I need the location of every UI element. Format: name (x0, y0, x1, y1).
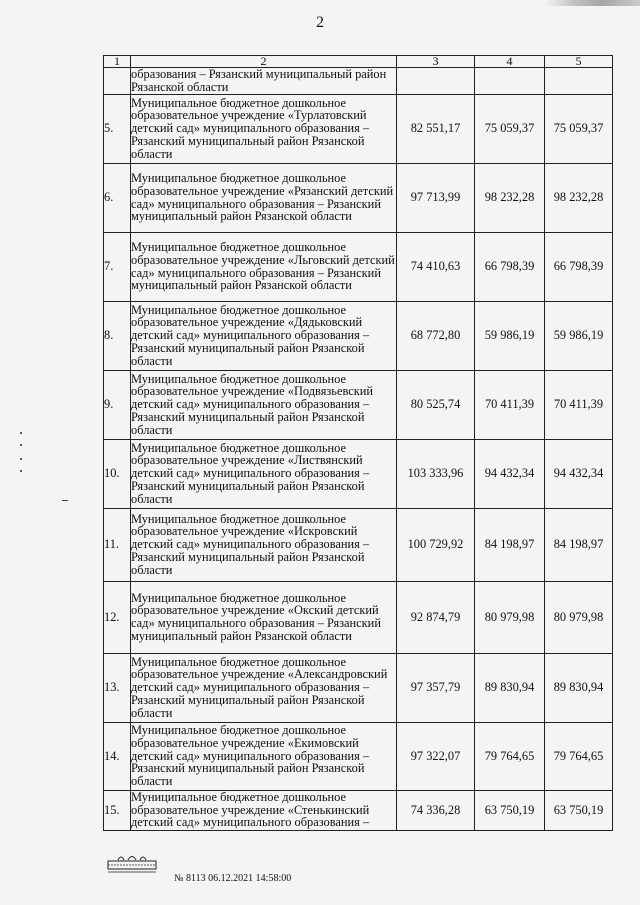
table-row (104, 94, 613, 163)
row-number (104, 68, 131, 95)
value-col-3: 103 333,96 (397, 439, 475, 508)
value-col-3: 97 357,79 (397, 653, 475, 722)
row-number: 10. (104, 439, 131, 508)
scan-artifact (545, 0, 640, 6)
table-row (104, 790, 613, 830)
value-col-4: 79 764,65 (475, 722, 545, 790)
header-col-1: 1 (104, 56, 131, 68)
value-col-3: 68 772,80 (397, 301, 475, 370)
institution-name: Муниципальное бюджетное дошкольное образовательное учреждение «Листвянский детский сад» муниципального образования – Рязанский муниципальный район Рязанской области (131, 439, 397, 508)
registration-stamp: № 8113 06.12.2021 14:58:00 (174, 873, 292, 884)
value-col-5: 89 830,94 (545, 653, 613, 722)
value-col-5: 75 059,37 (545, 94, 613, 163)
value-col-5: 59 986,19 (545, 301, 613, 370)
page-number: 2 (316, 14, 324, 31)
value-col-5: 80 979,98 (545, 581, 613, 653)
value-col-4: 84 198,97 (475, 508, 545, 581)
institution-name: Муниципальное бюджетное дошкольное образовательное учреждение «Подвязьевский детский сад» муниципального образования – Рязанский муниципальный район Рязанской области (131, 370, 397, 439)
institution-name: Муниципальное бюджетное дошкольное образовательное учреждение «Льговский детский сад» муниципального образования – Рязанский муниципальный район Рязанской области (131, 232, 397, 301)
value-col-5 (545, 68, 613, 95)
table-row (104, 232, 613, 301)
value-col-4: 66 798,39 (475, 232, 545, 301)
header-col-5: 5 (545, 56, 613, 68)
institution-name: Муниципальное бюджетное дошкольное образовательное учреждение «Окский детский сад» муниципального образования – Рязанский муниципальный район Рязанской области (131, 581, 397, 653)
value-col-4: 89 830,94 (475, 653, 545, 722)
administration-logo (104, 851, 160, 876)
value-col-4 (475, 68, 545, 95)
row-number: 7. (104, 232, 131, 301)
value-col-3: 74 410,63 (397, 232, 475, 301)
row-number: 14. (104, 722, 131, 790)
value-col-5: 66 798,39 (545, 232, 613, 301)
value-col-4: 70 411,39 (475, 370, 545, 439)
value-col-3: 74 336,28 (397, 790, 475, 830)
budget-table (103, 55, 613, 831)
row-number: 6. (104, 163, 131, 232)
row-number: 15. (104, 790, 131, 830)
institution-name: Муниципальное бюджетное дошкольное образовательное учреждение «Екимовский детский сад» муниципального образования – Рязанский муниципальный район Рязанской области (131, 722, 397, 790)
value-col-4: 59 986,19 (475, 301, 545, 370)
institution-name: Муниципальное бюджетное дошкольное образовательное учреждение «Искровский детский сад» муниципального образования – Рязанский муниципальный район Рязанской области (131, 508, 397, 581)
table-row (104, 508, 613, 581)
institution-name: Муниципальное бюджетное дошкольное образовательное учреждение «Рязанский детский сад» муниципального образования – Рязанский муниципальный район Рязанской области (131, 163, 397, 232)
table-row (104, 301, 613, 370)
continuation-row (104, 68, 613, 95)
value-col-3: 100 729,92 (397, 508, 475, 581)
value-col-5: 70 411,39 (545, 370, 613, 439)
row-number: 13. (104, 653, 131, 722)
row-number: 11. (104, 508, 131, 581)
value-col-5: 84 198,97 (545, 508, 613, 581)
header-row (104, 56, 613, 68)
institution-name: Муниципальное бюджетное дошкольное образовательное учреждение «Александровский детский сад» муниципального образования – Рязанский муниципальный район Рязанской области (131, 653, 397, 722)
value-col-4: 80 979,98 (475, 581, 545, 653)
value-col-5: 94 432,34 (545, 439, 613, 508)
value-col-3: 97 322,07 (397, 722, 475, 790)
value-col-5: 79 764,65 (545, 722, 613, 790)
table-row (104, 439, 613, 508)
value-col-5: 98 232,28 (545, 163, 613, 232)
footer (104, 851, 304, 891)
row-number: 9. (104, 370, 131, 439)
value-col-4: 94 432,34 (475, 439, 545, 508)
margin-marks (20, 430, 24, 490)
row-number: 12. (104, 581, 131, 653)
margin-dash (62, 500, 68, 501)
value-col-3: 97 713,99 (397, 163, 475, 232)
value-col-3: 82 551,17 (397, 94, 475, 163)
header-col-3: 3 (397, 56, 475, 68)
value-col-4: 63 750,19 (475, 790, 545, 830)
table-row (104, 653, 613, 722)
table-row (104, 370, 613, 439)
value-col-3: 92 874,79 (397, 581, 475, 653)
table-row (104, 163, 613, 232)
value-col-5: 63 750,19 (545, 790, 613, 830)
table-row (104, 722, 613, 790)
value-col-4: 75 059,37 (475, 94, 545, 163)
value-col-3 (397, 68, 475, 95)
institution-name: Муниципальное бюджетное дошкольное образовательное учреждение «Дядьковский детский сад» муниципального образования – Рязанский муниципальный район Рязанской области (131, 301, 397, 370)
row-number: 5. (104, 94, 131, 163)
institution-name: образования – Рязанский муниципальный район Рязанской области (131, 68, 397, 95)
header-col-4: 4 (475, 56, 545, 68)
institution-name: Муниципальное бюджетное дошкольное образовательное учреждение «Стенькинский детский сад» муниципального образования – (131, 790, 397, 830)
value-col-3: 80 525,74 (397, 370, 475, 439)
header-col-2: 2 (131, 56, 397, 68)
row-number: 8. (104, 301, 131, 370)
table-row (104, 581, 613, 653)
institution-name: Муниципальное бюджетное дошкольное образовательное учреждение «Турлатовский детский сад» муниципального образования – Рязанский муниципальный район Рязанской области (131, 94, 397, 163)
value-col-4: 98 232,28 (475, 163, 545, 232)
